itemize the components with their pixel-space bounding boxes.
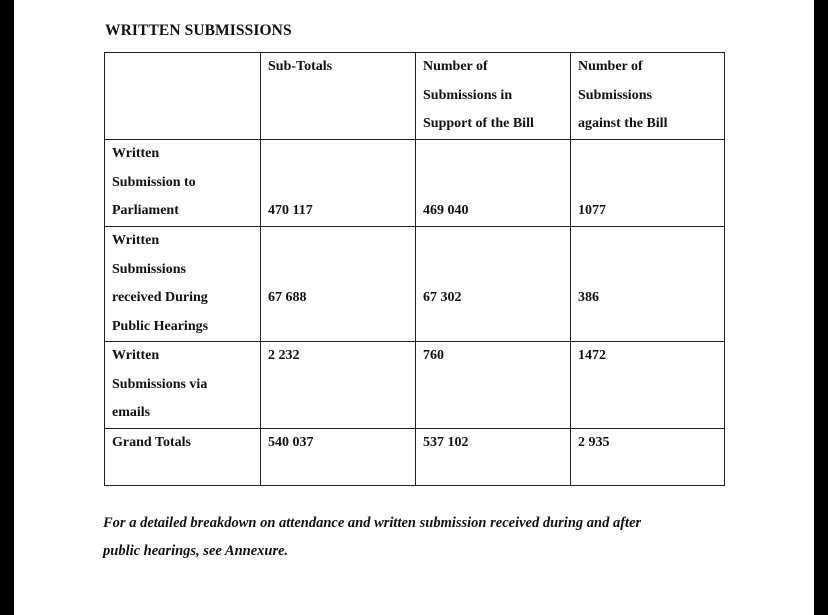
against-value: 2 935 <box>578 435 610 450</box>
table-row <box>105 342 725 429</box>
support-cell <box>416 342 571 429</box>
row-label-line: Written <box>112 348 160 363</box>
header-cell-sub-totals <box>261 53 416 140</box>
against-cell <box>571 140 725 227</box>
against-value: 1472 <box>578 348 606 363</box>
against-cell <box>571 227 725 342</box>
table-row <box>105 140 725 227</box>
row-label-line: Written <box>112 146 160 161</box>
table-header-row <box>105 53 725 140</box>
header-against-line-3: against the Bill <box>578 116 668 131</box>
row-label-line: Grand Totals <box>112 435 191 450</box>
support-value: 537 102 <box>423 435 469 450</box>
section-title: WRITTEN SUBMISSIONS <box>105 22 292 39</box>
row-label-line: Submissions via <box>112 376 208 392</box>
row-label-cell <box>105 227 261 342</box>
row-label-cell <box>105 140 261 227</box>
sub-total-value: 67 688 <box>268 290 307 305</box>
sub-total-cell <box>261 227 416 342</box>
footnote <box>103 509 743 565</box>
support-value: 67 302 <box>423 290 462 305</box>
against-cell <box>571 429 725 486</box>
sub-total-value: 470 117 <box>268 203 313 218</box>
header-sub-totals-line: Sub-Totals <box>268 59 333 74</box>
header-cell-against <box>571 53 725 140</box>
row-label-line: Submissions <box>112 261 186 277</box>
against-cell <box>571 342 725 429</box>
header-support-line-3: Support of the Bill <box>423 116 534 131</box>
row-label-line: Public Hearings <box>112 318 209 334</box>
against-value: 386 <box>578 290 599 305</box>
footnote-line-2: public hearings, see Annexure. <box>103 543 289 559</box>
row-label-cell <box>105 429 261 486</box>
document-page <box>14 0 814 615</box>
row-label-line: Written <box>112 233 160 248</box>
support-value: 760 <box>423 348 444 363</box>
support-cell <box>416 140 571 227</box>
table-row <box>105 227 725 342</box>
header-support-line-1: Number of <box>423 59 488 74</box>
sub-total-value: 540 037 <box>268 435 314 450</box>
row-label-line: Parliament <box>112 203 179 218</box>
row-label-line: emails <box>112 405 151 420</box>
footnote-line-1: For a detailed breakdown on attendance and written submission received during and after <box>103 515 642 531</box>
support-cell <box>416 429 571 486</box>
sub-total-cell <box>261 342 416 429</box>
row-label-line: received During <box>112 290 208 305</box>
sub-total-value: 2 232 <box>268 348 300 363</box>
header-against-line-1: Number of <box>578 59 643 74</box>
header-cell-empty <box>105 53 261 140</box>
support-cell <box>416 227 571 342</box>
support-value: 469 040 <box>423 203 469 218</box>
row-label-line: Submission to <box>112 174 196 190</box>
header-against-line-2: Submissions <box>578 87 652 103</box>
against-value: 1077 <box>578 203 606 218</box>
submissions-table <box>104 52 725 486</box>
row-label-cell <box>105 342 261 429</box>
sub-total-cell <box>261 140 416 227</box>
table-row <box>105 429 725 486</box>
sub-total-cell <box>261 429 416 486</box>
header-support-line-2: Submissions in <box>423 87 513 103</box>
header-cell-support <box>416 53 571 140</box>
